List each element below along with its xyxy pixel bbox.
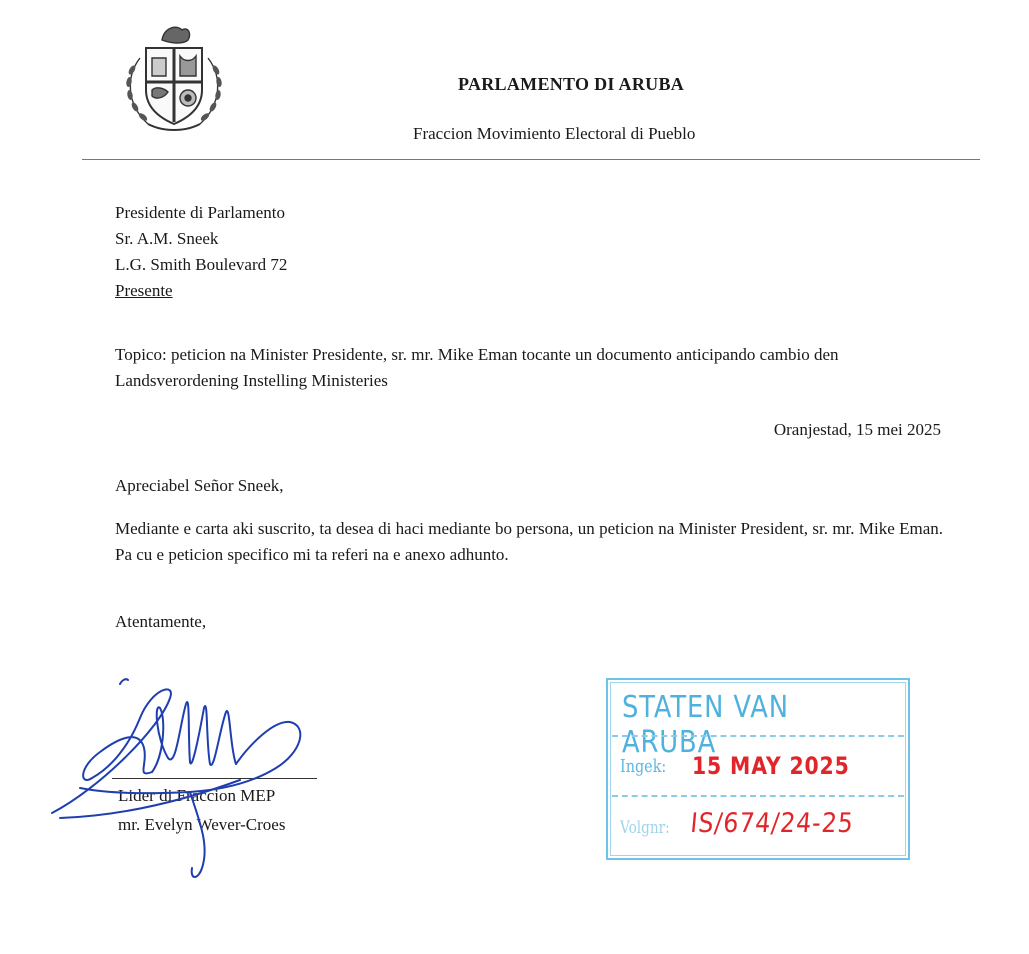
- salutation: Apreciabel Señor Sneek,: [115, 476, 284, 495]
- stamp-registration-number: IS/674/24-25: [689, 808, 856, 839]
- addressee-block: [115, 200, 287, 304]
- topic-line: Topico: peticion na Minister Presidente, sr. mr. Mike Eman tocante un documento anticipando cambio den Landsverordening Instelling Ministeries: [115, 345, 839, 390]
- stamp-divider: [612, 795, 904, 797]
- signer-role: Lider di Fraccion MEP: [118, 786, 276, 805]
- body-paragraph: Mediante e carta aki suscrito, ta desea di haci mediante bo persona, un peticion na Minister President, sr. mr. Mike Eman. Pa cu e peticion specifico mi ta referi na e anexo adhunto.: [115, 519, 943, 564]
- coat-of-arms-icon: [118, 18, 230, 136]
- addressee-line: L.G. Smith Boulevard 72: [115, 255, 288, 274]
- stamp-received-date: 15 MAY 2025: [692, 752, 850, 780]
- stamp-received-label: Ingek:: [620, 756, 667, 777]
- handwritten-signature: [40, 668, 340, 888]
- addressee-line: Presidente di Parlamento: [115, 203, 285, 222]
- received-stamp: [606, 678, 910, 860]
- letterhead-title: PARLAMENTO DI ARUBA: [458, 74, 685, 94]
- stamp-title: STATEN VAN ARUBA: [622, 690, 789, 760]
- addressee-line: Presente: [115, 281, 173, 300]
- closing: Atentamente,: [115, 612, 207, 631]
- header-divider: [82, 159, 980, 160]
- dateline: Oranjestad, 15 mei 2025: [773, 420, 941, 439]
- addressee-line: Sr. A.M. Sneek: [115, 229, 219, 248]
- letterhead-subtitle: Fraccion Movimiento Electoral di Pueblo: [413, 124, 696, 143]
- stamp-divider: [612, 735, 904, 737]
- signer-name: mr. Evelyn Wever-Croes: [118, 815, 286, 834]
- stamp-number-label: Volgnr:: [620, 818, 670, 838]
